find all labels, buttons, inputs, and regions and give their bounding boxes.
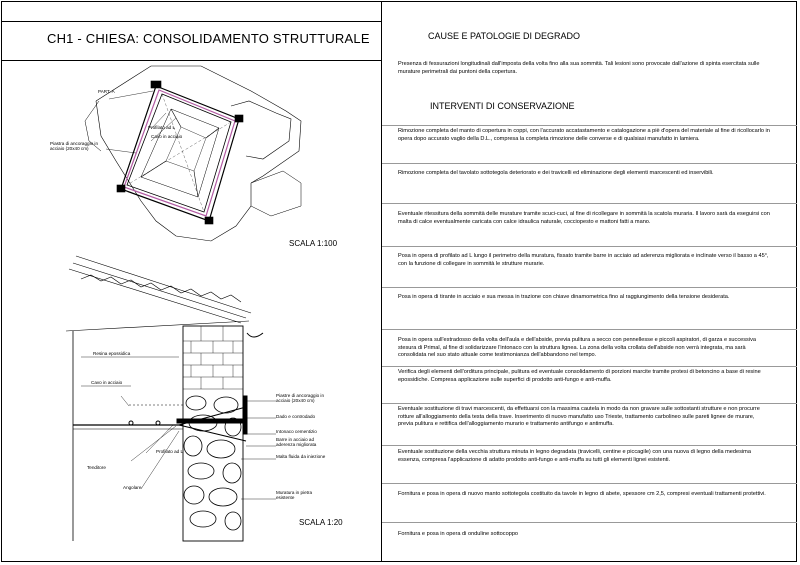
plan-label-cavo: Cavo in acciaio — [151, 134, 183, 139]
intervento-7: Verifica degli elementi dell'orditura principale, pulitura ed eventuale consolidamento di porzioni marcite tramite protesi di betoncino a base di resine epossidiche. Compresa applicazione sulle superfici di prodotto anti-fungo e anti-muffa. — [398, 369, 761, 383]
scale-bottom: SCALA 1:20 — [299, 518, 343, 527]
section-label-barre: Barre in acciaio ad aderenza migliorata — [276, 437, 317, 448]
section-label-muratura: Muratura in pietra esistente — [276, 490, 313, 501]
section-drawing — [1, 1, 382, 562]
left-panel — [1, 1, 382, 562]
intervento-1: Rimozione completa del manto di copertura in coppi, con l'accurato accatastamento e catalogazione a piè d'opera del materiale al fine di ricollocarlo in opera dopo accurato vaglio della D.L., compresa la completa rimozione delle converse e di qualsiasi manufatto in lamiera. — [398, 128, 770, 142]
intervento-5: Posa in opera di tirante in acciaio e sua messa in trazione con chiave dinamometrica fino al raggiungimento della tensione desiderata. — [398, 294, 730, 300]
plan-label-piastra: Piastra di ancoraggio in acciaio (20x40 cm) — [50, 141, 99, 152]
right-panel — [382, 1, 797, 562]
section-label-dado: Dado e controdado — [276, 414, 316, 419]
divider — [382, 445, 797, 446]
section-label-malta: Malta fluida da iniezione — [276, 454, 326, 459]
divider — [382, 403, 797, 404]
divider — [382, 329, 797, 330]
divider — [382, 522, 797, 523]
cause-text: Presenza di fessurazioni longitudinali dall'imposta della volta fino alla sua sommità. Tali lesioni sono provocate dall'azione di spinta esercitata sulle murature perimetrali dai puntoni della copertura. — [398, 61, 760, 75]
section-label-tenditore: Tenditore — [87, 465, 106, 470]
intervento-8: Eventuale sostituzione di travi marcescenti, da effettuarsi con la massima cautela in modo da non gravare sulle sottostanti strutture e non procurre rotture all'alloggiamento della testa della trave. Inserimento di nuovo manufatto uso Trieste, trattamento carbolineo sulle pareti lignee de murare, previa pulitura e rettifica dell'alloggiamento murario e trattamento antifungo e antimuffa. — [398, 406, 760, 428]
intervento-9: Eventuale sostituzione della vecchia struttura minuta in legno degradata (travicelli, centine e piccagile) con una nuova di legno della medesima essenza, compresa l'applicazione di adatto prodotto anti-fungo e anti-muffa su tutti gli elementi lignei esistenti. — [398, 449, 751, 463]
plan-label-profilato: Profilato ad L — [148, 125, 176, 130]
intervento-11: Fornitura e posa in opera di onduline sottocoppo — [398, 531, 519, 537]
divider — [382, 287, 797, 288]
plan-label-part-a: PART. A — [98, 89, 115, 94]
intervento-6: Posa in opera sull'estradosso della volta dell'aula e dell'abside, previa pulitura a secco con pennellesse e piccoli aspiratori, di garza e successiva stesura di Primal, al fine di solidarizzare l'intonaco con la struttura lignea. La zona della volta crollata dell'abside non verrà integrata, ma sarà consolidata nel suo stato attuale come testimonianza dell'abbandono nel tempo. — [398, 337, 756, 359]
section-label-cavo: Cavo in acciaio — [91, 380, 123, 385]
divider — [382, 483, 797, 484]
section-label-piastra: Piastre di ancoraggio in acciaio (20x40 cm) — [276, 393, 325, 404]
section-label-angolare: Angolare — [123, 485, 142, 490]
scale-top: SCALA 1:100 — [289, 239, 338, 248]
intervento-3: Eventuale ritessitura della sommità delle murature tramite scuci-cuci, al fine di ricollegare in sommità la scatola muraria. Il lavoro sarà da eseguirsi con malta di calce eventualmente caricata con calce idraulica naturale, cocciopesto e mattoni fatti a mano. — [398, 211, 770, 225]
section-label-intonaco: Intonaco cementizio — [276, 429, 317, 434]
divider — [382, 125, 797, 126]
heading-cause: CAUSE E PATOLOGIE DI DEGRADO — [428, 31, 581, 41]
section-label-profilato: Profilato ad L — [156, 449, 184, 454]
page-title: CH1 - CHIESA: CONSOLIDAMENTO STRUTTURALE — [47, 31, 370, 46]
divider — [382, 203, 797, 204]
intervento-4: Posa in opera di profilato ad L lungo il perimetro della muratura, fissato tramite barre in acciaio ad aderenza migliorata e inclinate verso il basso a 45°, con la funzione di collegare in sommità le strutture murarie. — [398, 253, 769, 267]
intervento-10: Fornitura e posa in opera di nuovo manto sottotegola costituito da tavole in legno di abete, spessore cm 2,5, compresi eventuali trattamenti protettivi. — [398, 491, 766, 497]
divider — [382, 246, 797, 247]
divider — [382, 163, 797, 164]
heading-interventi: INTERVENTI DI CONSERVAZIONE — [430, 101, 575, 111]
intervento-2: Rimozione completa del tavolato sottotegola deteriorato e dei travicelli ed eliminazione degli elementi marcescenti ed inservibili. — [398, 170, 714, 176]
divider — [382, 366, 797, 367]
section-label-resina: Resina epossidica — [93, 351, 131, 356]
